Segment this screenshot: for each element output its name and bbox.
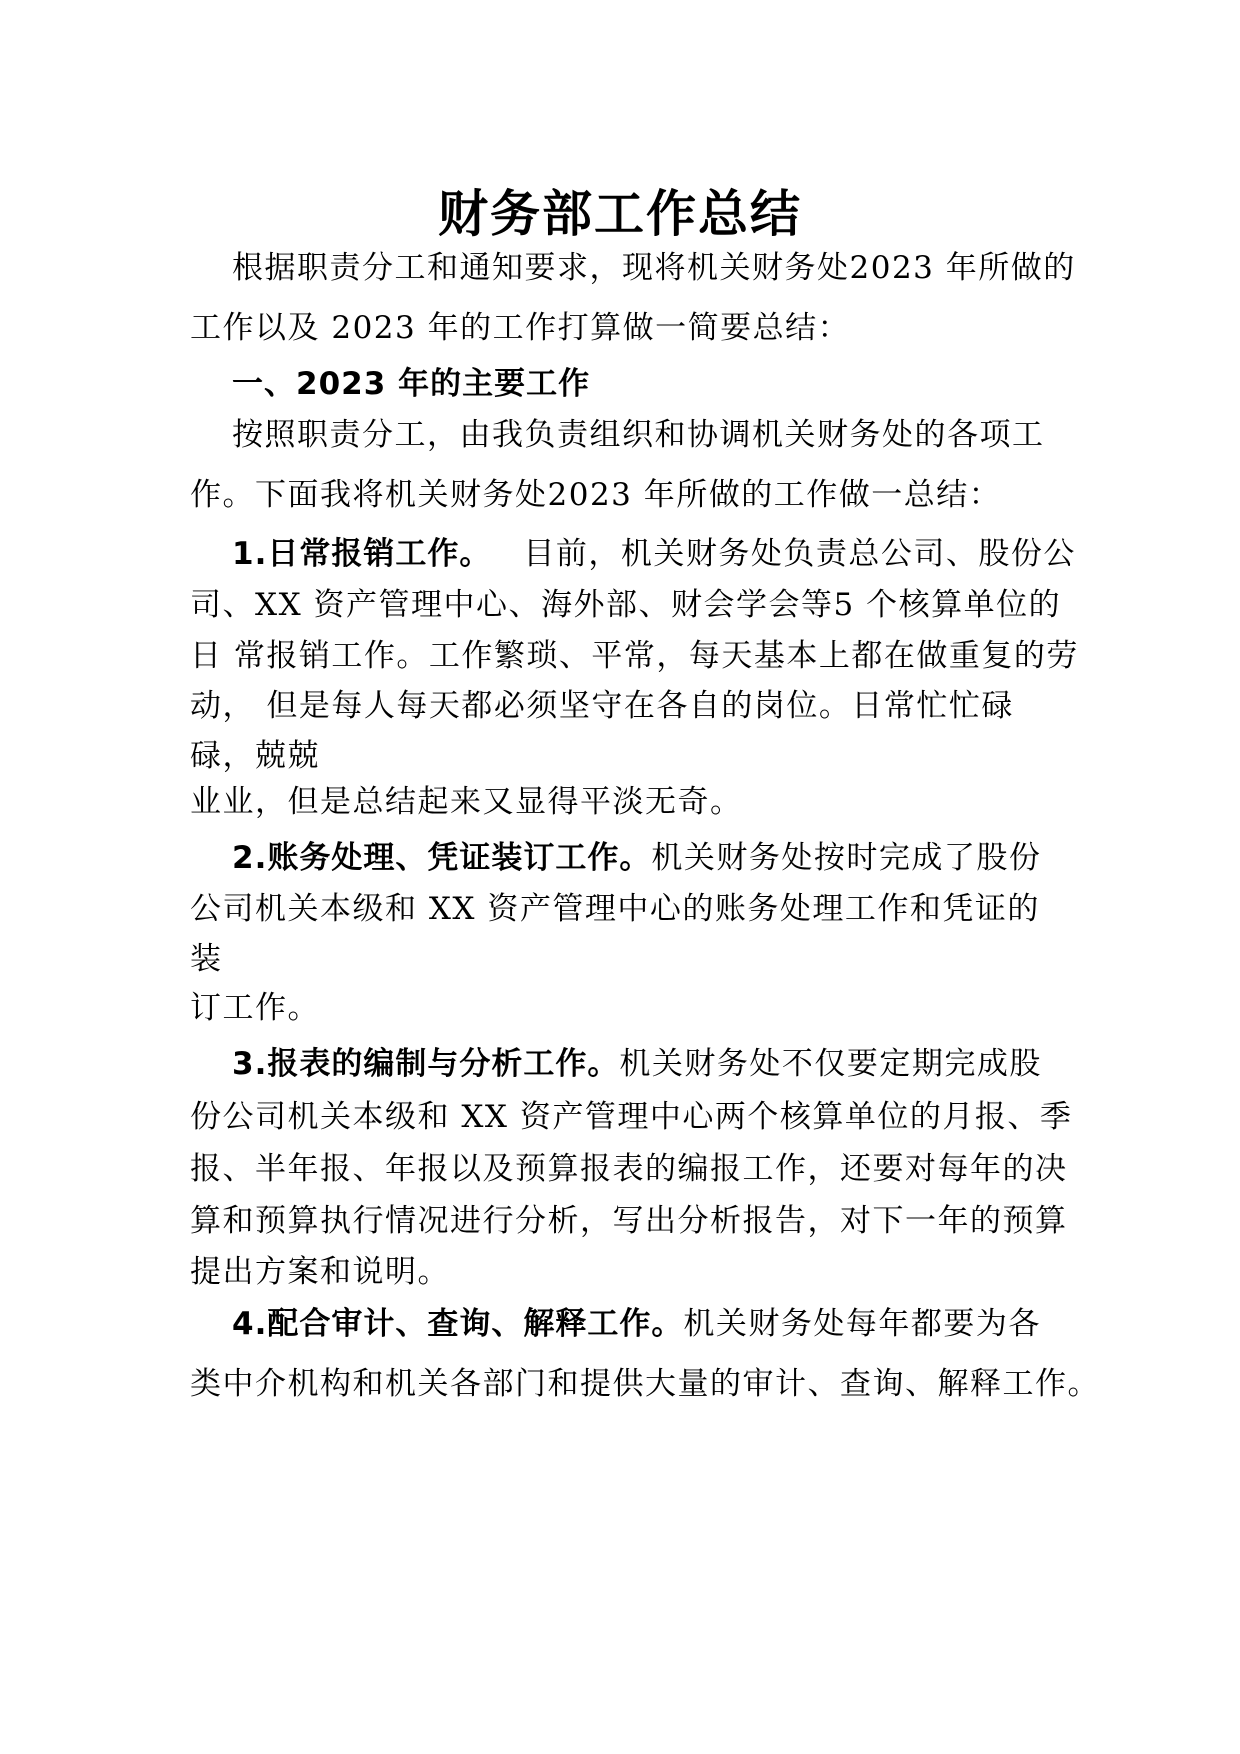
item-3-first-text: 机关财务处不仅要定期完成股 bbox=[619, 1046, 1042, 1082]
item-3-line: 报、半年报、年报以及预算报表的编报工作，还要对每年的决 bbox=[190, 1151, 1068, 1187]
section-intro-line-1: 按照职责分工，由我负责组织和协调机关财务处的各项工 bbox=[232, 417, 1045, 453]
item-2-line: 公司机关本级和 XX 资产管理中心的账务处理工作和凭证的 bbox=[190, 891, 1040, 927]
item-2-first-text: 机关财务处按时完成了股份 bbox=[651, 840, 1042, 876]
document-title: 财务部工作总结 bbox=[438, 185, 802, 243]
item-1-heading: 1.日常报销工作。 bbox=[232, 536, 492, 572]
item-2-heading: 2.账务处理、凭证装订工作。 bbox=[232, 840, 652, 876]
item-1-first-line bbox=[232, 534, 1076, 574]
item-3-heading: 3.报表的编制与分析工作。 bbox=[232, 1046, 620, 1082]
section-heading: 一、2023 年的主要工作 bbox=[232, 366, 591, 402]
item-1-line: 动， 但是每人每天都必须坚守在各自的岗位。日常忙忙碌 bbox=[190, 688, 1014, 724]
item-1-line: 碌，兢兢 bbox=[190, 738, 320, 774]
item-1-line: 日 常报销工作。工作繁琐、平常，每天基本上都在做重复的劳 bbox=[190, 638, 1079, 674]
item-1-first-text: 目前，机关财务处负责总公司、股份公 bbox=[523, 536, 1076, 572]
item-3-line: 提出方案和说明。 bbox=[190, 1254, 450, 1290]
item-2-line: 订工作。 bbox=[190, 990, 320, 1026]
intro-line-2: 工作以及 2023 年的工作打算做一简要总结： bbox=[190, 310, 851, 346]
item-3-line: 份公司机关本级和 XX 资产管理中心两个核算单位的月报、季 bbox=[190, 1099, 1073, 1135]
item-1-line: 业业，但是总结起来又显得平淡无奇。 bbox=[190, 784, 743, 820]
item-1-line: 司、XX 资产管理中心、海外部、财会学会等5 个核算单位的 bbox=[190, 587, 1062, 623]
section-intro-line-2: 作。下面我将机关财务处2023 年所做的工作做一总结： bbox=[190, 477, 1002, 513]
item-2-line: 装 bbox=[190, 941, 223, 977]
item-4-heading: 4.配合审计、查询、解释工作。 bbox=[232, 1306, 684, 1342]
item-2-first-line bbox=[232, 838, 1070, 878]
item-4-first-text: 机关财务处每年都要为各 bbox=[683, 1306, 1041, 1342]
item-4-first-line bbox=[232, 1304, 1070, 1344]
intro-line-1: 根据职责分工和通知要求，现将机关财务处2023 年所做的 bbox=[232, 250, 1076, 286]
item-3-first-line bbox=[232, 1044, 1070, 1084]
item-4-line: 类中介机构和机关各部门和提供大量的审计、查询、解释工作。 bbox=[190, 1366, 1100, 1402]
item-3-line: 算和预算执行情况进行分析，写出分析报告，对下一年的预算 bbox=[190, 1203, 1068, 1239]
